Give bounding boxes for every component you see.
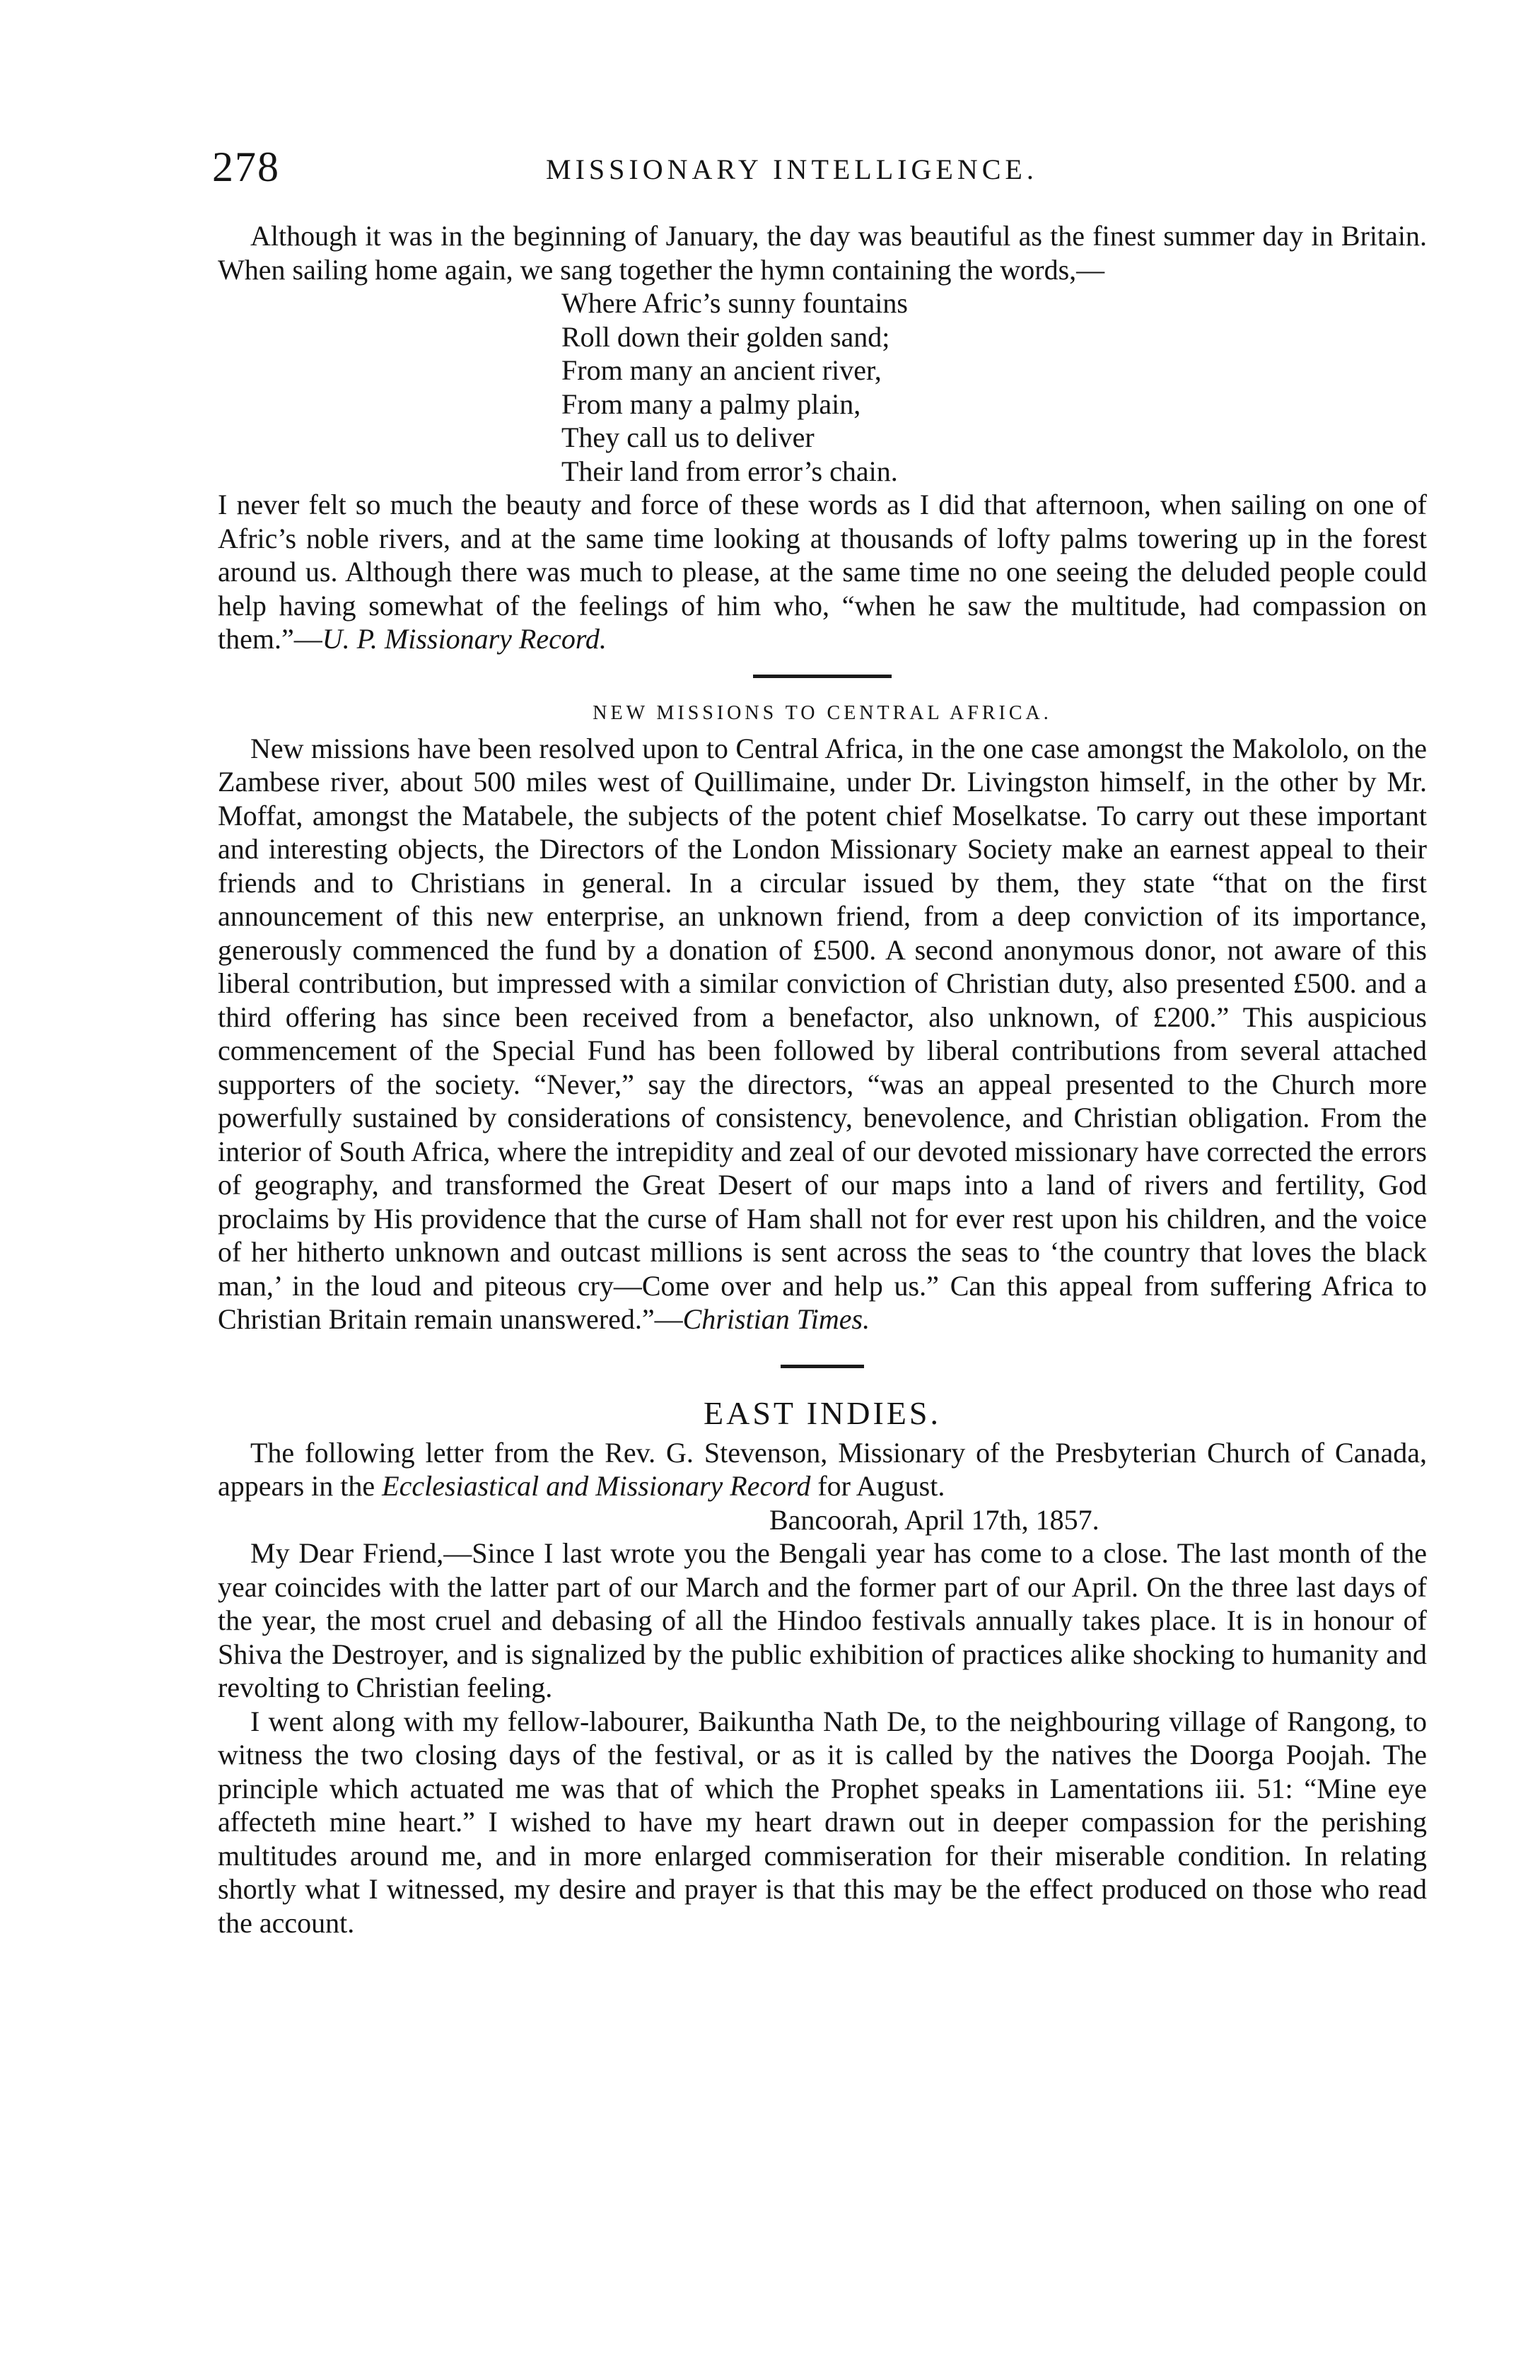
reflection-source: U. P. Missionary Record. <box>322 623 607 655</box>
reflection-text: I never felt so much the beauty and force of these words as I did that afternoon, when sailing on one of Afric’s noble rivers, and at the same time looking at thousands of lofty palms towering up in the forest around us. Although there was much to please, at the same time no one seeing the deluded people could help having somewhat of the feelings of him who, “when he saw the multitude, had compassion on them.”— <box>218 489 1427 655</box>
page-number: 278 <box>212 144 280 190</box>
east-indies-heading: EAST INDIES. <box>704 1394 941 1431</box>
publication-title: Ecclesiastical and Missionary Record <box>382 1470 811 1502</box>
section-divider <box>753 675 892 678</box>
hymn-line: Their land from error’s chain. <box>561 455 898 487</box>
east-indies-intro <box>218 1436 1427 1503</box>
letter-dateline: Bancoorah, April 17th, 1857. <box>769 1503 1099 1536</box>
hymn-line: They call us to deliver <box>561 421 815 453</box>
hymn-line: Roll down their golden sand; <box>561 320 890 353</box>
intro-paragraph: Although it was in the beginning of January, the day was beautiful as the finest summer day in Britain. When sailing home again, we sang together the hymn containing the words,— <box>218 220 1427 286</box>
new-missions-heading: NEW MISSIONS TO CENTRAL AFRICA. <box>593 701 1052 724</box>
hymn-line: From many an ancient river, <box>561 354 882 386</box>
east-indies-intro-suffix: for August. <box>810 1470 945 1502</box>
east-indies-intro-text: The following letter from the Rev. G. Stevenson, Missionary of the Presbyterian Church of Canada, appears in the <box>218 1436 1427 1502</box>
new-missions-source: Christian Times. <box>682 1303 870 1335</box>
section-divider <box>781 1365 864 1368</box>
hymn-line: Where Afric’s sunny fountains <box>561 287 908 319</box>
letter-paragraph-1: My Dear Friend,—Since I last wrote you the Bengali year has come to a close. The last month of the year coincides with the latter part of our March and the former part of our April. On the three last days of the year, the most cruel and debasing of all the Hindoo festivals annually takes place. It is in honour of Shiva the Destroyer, and is signalized by the public exhibition of practices alike shocking to humanity and revolting to Christian feeling. <box>218 1537 1427 1703</box>
hymn-line: From many a palmy plain, <box>561 387 861 420</box>
page-header <box>212 139 1428 195</box>
running-head: MISSIONARY INTELLIGENCE. <box>546 153 1038 185</box>
hymn-verse <box>561 286 1427 488</box>
new-missions-text: New missions have been resolved upon to Central Africa, in the one case amongst the Makololo, on the Zambese river, about 500 miles west of Quillimaine, under Dr. Livingston himself, in the other by Mr. Moffat, amongst the Matabele, the subjects of the potent chief Moselkatse. To carry out these important and interesting objects, the Directors of the London Missionary Society make an earnest appeal to their friends and to Christians in general. In a circular issued by them, they state “that on the first announcement of this new enterprise, an unknown friend, from a deep conviction of its importance, generously commenced the fund by a donation of £500. A second anonymous donor, not aware of this liberal contribution, but impressed with a similar conviction of Christian duty, also presented £500. and a third offering has since been received from a benefactor, also unknown, of £200.” This auspicious commencement of the Special Fund has been followed by liberal contributions from several attached supporters of the society. “Never,” say the directors, “was an appeal presented to the Church more powerfully sustained by considerations of consistency, benevolence, and Christian obligation. From the interior of South Africa, where the intrepidity and zeal of our devoted missionary have corrected the errors of geography, and transformed the Great Desert of our maps into a land of rivers and fertility, God proclaims by His providence that the curse of Ham shall not for ever rest upon his children, and the voice of her hitherto unknown and outcast millions is sent across the seas to ‘the country that loves the black man,’ in the loud and piteous cry—Come over and help us.” Can this appeal from suffering Africa to Christian Britain remain unanswered.”— <box>218 732 1427 1335</box>
reflection-paragraph <box>218 488 1427 656</box>
new-missions-paragraph <box>218 732 1427 1336</box>
page-body <box>218 219 1427 1939</box>
letter-paragraph-2: I went along with my fellow-labourer, Baikuntha Nath De, to the neighbouring village of Rangong, to witness the two closing days of the festival, or as it is called by the natives the Doorga Poojah. The principle which actuated me was that of which the Prophet speaks in Lamentations iii. 51: “Mine eye affecteth mine heart.” I wished to have my heart drawn out in deeper compassion for the perishing multitudes around me, and in more enlarged commiseration for their miserable condition. In relating shortly what I witnessed, my desire and prayer is that this may be the effect produced on those who read the account. <box>218 1705 1427 1939</box>
